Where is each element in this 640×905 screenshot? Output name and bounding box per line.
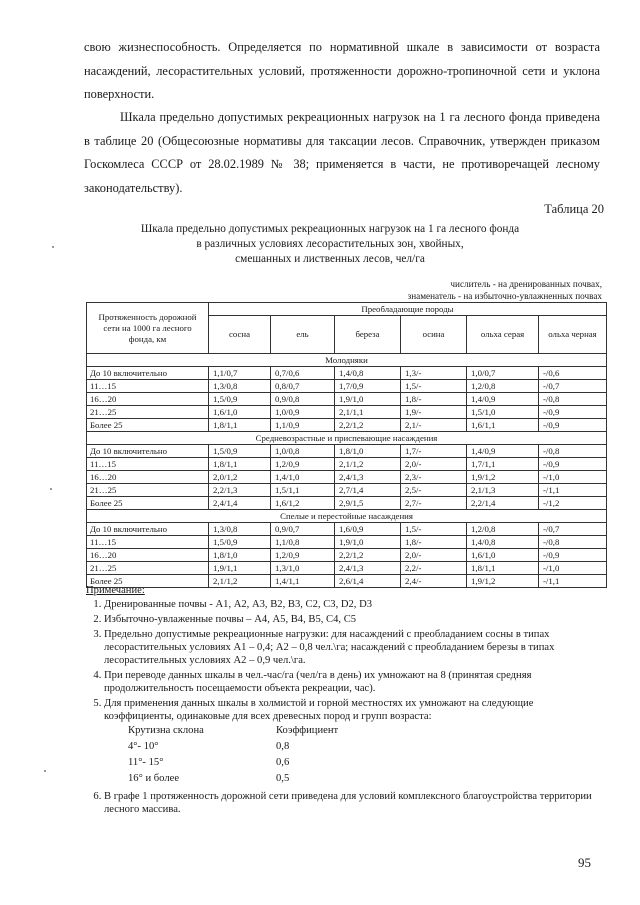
row-label: Более 25	[87, 575, 209, 588]
table-row	[87, 445, 607, 458]
load-value-cell: 2,7/-	[401, 497, 467, 510]
row-label: 16…20	[87, 393, 209, 406]
load-value-cell: 2,1/1,1	[335, 406, 401, 419]
load-value-cell: 1,0/0,9	[271, 406, 335, 419]
load-value-cell: 2,1/1,2	[335, 458, 401, 471]
load-value-cell: 1,2/0,9	[271, 458, 335, 471]
load-value-cell: 1,1/0,8	[271, 536, 335, 549]
table-row	[87, 549, 607, 562]
load-value-cell: 1,4/0,9	[467, 445, 539, 458]
load-value-cell: -/1,2	[539, 497, 607, 510]
load-value-cell: 1,9/1,0	[335, 536, 401, 549]
table-title-line-2: в различных условиях лесорастительных зон, хвойных,	[196, 238, 464, 250]
load-value-cell: 2,2/1,4	[467, 497, 539, 510]
load-value-cell: 1,8/1,1	[467, 562, 539, 575]
coef-slope: 4°- 10°	[128, 741, 159, 752]
load-value-cell: 2,1/1,2	[209, 575, 271, 588]
load-value-cell: 1,6/1,1	[467, 419, 539, 432]
load-value-cell: 1,5/-	[401, 523, 467, 536]
section-title: Средневозрастные и приспевающие насаждения	[87, 432, 607, 445]
load-value-cell: 1,5/1,1	[271, 484, 335, 497]
table-row	[87, 497, 607, 510]
table-title-line-1: Шкала предельно допустимых рекреационных нагрузок на 1 га лесного фонда	[140, 223, 520, 235]
notes-title: Примечание:	[86, 585, 145, 596]
load-value-cell: 2,5/-	[401, 484, 467, 497]
page-number: 95	[578, 855, 591, 870]
load-value-cell: 1,0/0,7	[467, 367, 539, 380]
load-value-cell: 2,0/-	[401, 549, 467, 562]
note-item: 3. Предельно допустимые рекреационные нагрузки: для насаждений с преобладанием сосны в типах лесорастительных условиях А1 – 0,4; А2 – 0,8 чел.\га; насаждений с преобладанием березы в типах лесорастительных условиях А2 – 0,9 чел.\га.	[104, 628, 600, 667]
row-label: 11…15	[87, 380, 209, 393]
load-value-cell: 1,8/-	[401, 393, 467, 406]
table-row	[87, 419, 607, 432]
load-value-cell: 2,1/-	[401, 419, 467, 432]
row-label: До 10 включительно	[87, 523, 209, 536]
load-value-cell: -/0,8	[539, 393, 607, 406]
load-value-cell: 2,0/-	[401, 458, 467, 471]
load-value-cell: 2,4/1,3	[335, 471, 401, 484]
table-label: Таблица 20	[544, 202, 604, 216]
load-value-cell: 1,6/1,0	[467, 549, 539, 562]
section-row	[87, 354, 607, 367]
load-value-cell: -/0,8	[539, 445, 607, 458]
load-value-cell: 0,8/0,7	[271, 380, 335, 393]
coef-value: 0,5	[276, 773, 290, 784]
table-row	[87, 484, 607, 497]
table-row	[87, 406, 607, 419]
header-species-group: Преобладающие породы	[209, 303, 607, 316]
load-value-cell: 1,7/1,1	[467, 458, 539, 471]
load-value-cell: 1,2/0,8	[467, 523, 539, 536]
load-value-cell: 0,7/0,6	[271, 367, 335, 380]
load-value-cell: 1,4/0,9	[467, 393, 539, 406]
coef-value: 0,6	[276, 757, 290, 768]
header-species: осина	[401, 316, 467, 354]
table-title-line-3: смешанных и лиственных лесов, чел/га	[235, 253, 425, 265]
row-label: До 10 включительно	[87, 367, 209, 380]
coef-row	[128, 756, 338, 772]
load-value-cell: 1,2/0,9	[271, 549, 335, 562]
recreational-load-table	[86, 302, 607, 588]
row-label: 21…25	[87, 484, 209, 497]
load-value-cell: -/1,0	[539, 471, 607, 484]
table-row	[87, 471, 607, 484]
load-value-cell: 2,4/1,4	[209, 497, 271, 510]
table-header-row-1	[87, 303, 607, 316]
load-value-cell: 2,4/1,3	[335, 562, 401, 575]
load-value-cell: -/0,9	[539, 419, 607, 432]
load-value-cell: -/0,7	[539, 523, 607, 536]
section-row	[87, 432, 607, 445]
coef-header-coefficient: Коэффициент	[276, 725, 339, 736]
load-value-cell: 2,9/1,5	[335, 497, 401, 510]
load-value-cell: 1,8/1,0	[335, 445, 401, 458]
load-value-cell: -/1,1	[539, 484, 607, 497]
row-label: 21…25	[87, 562, 209, 575]
load-value-cell: 2,4/-	[401, 575, 467, 588]
load-value-cell: 2,2/1,2	[335, 549, 401, 562]
scan-speck	[52, 246, 54, 248]
load-value-cell: 2,2/1,3	[209, 484, 271, 497]
load-value-cell: 1,3/0,8	[209, 523, 271, 536]
load-value-cell: 1,5/0,9	[209, 536, 271, 549]
coef-header-row	[128, 724, 338, 740]
table-row	[87, 367, 607, 380]
load-value-cell: 1,8/1,1	[209, 419, 271, 432]
row-label: 11…15	[87, 536, 209, 549]
load-value-cell: -/0,9	[539, 406, 607, 419]
header-species: ель	[271, 316, 335, 354]
header-species: береза	[335, 316, 401, 354]
note-item: 1. Дренированные почвы - А1, А2, А3, В2, В3, С2, С3, D2, D3	[104, 598, 600, 611]
coef-row	[128, 740, 338, 756]
load-value-cell: 1,5/1,0	[467, 406, 539, 419]
load-value-cell: 1,3/1,0	[271, 562, 335, 575]
load-value-cell: 1,8/-	[401, 536, 467, 549]
header-species: ольха серая	[467, 316, 539, 354]
scan-speck	[50, 488, 52, 490]
header-species: сосна	[209, 316, 271, 354]
load-value-cell: 1,6/1,2	[271, 497, 335, 510]
note-item: 2. Избыточно-увлаженные почвы – А4, А5, В4, В5, С4, С5	[104, 613, 600, 626]
load-value-cell: 1,8/1,0	[209, 549, 271, 562]
load-value-cell: 1,0/0,8	[271, 445, 335, 458]
load-value-cell: 1,5/0,9	[209, 393, 271, 406]
load-value-cell: 2,1/1,3	[467, 484, 539, 497]
load-value-cell: -/1,1	[539, 575, 607, 588]
load-value-cell: 1,4/0,8	[467, 536, 539, 549]
table-row	[87, 523, 607, 536]
load-value-cell: 1,1/0,7	[209, 367, 271, 380]
load-value-cell: -/0,9	[539, 549, 607, 562]
notes-block	[86, 584, 600, 818]
load-value-cell: -/0,7	[539, 380, 607, 393]
load-value-cell: 1,9/1,2	[467, 575, 539, 588]
section-title: Молодняки	[87, 354, 607, 367]
row-label: 16…20	[87, 471, 209, 484]
load-value-cell: 0,9/0,7	[271, 523, 335, 536]
section-title: Спелые и перестойные насаждения	[87, 510, 607, 523]
load-value-cell: 1,2/0,8	[467, 380, 539, 393]
load-value-cell: 1,9/-	[401, 406, 467, 419]
coef-slope: 11°- 15°	[128, 757, 164, 768]
load-value-cell: 1,9/1,2	[467, 471, 539, 484]
load-value-cell: 1,6/1,0	[209, 406, 271, 419]
load-value-cell: 1,7/-	[401, 445, 467, 458]
load-value-cell: 2,0/1,2	[209, 471, 271, 484]
load-value-cell: 0,9/0,8	[271, 393, 335, 406]
load-value-cell: 1,3/0,8	[209, 380, 271, 393]
table-row	[87, 393, 607, 406]
note-item: 6. В графе 1 протяженность дорожной сети приведена для условий комплексного благоустройства территории лесного массива.	[104, 790, 600, 816]
row-label: 11…15	[87, 458, 209, 471]
header-road-network: Протяженность дорожной сети на 1000 га лесного фонда, км	[87, 303, 209, 354]
row-label: До 10 включительно	[87, 445, 209, 458]
load-value-cell: 1,1/0,9	[271, 419, 335, 432]
load-value-cell: 2,2/-	[401, 562, 467, 575]
load-value-cell: 1,4/1,0	[271, 471, 335, 484]
load-value-cell: 2,6/1,4	[335, 575, 401, 588]
coef-row	[128, 772, 338, 788]
load-value-cell: 1,5/-	[401, 380, 467, 393]
table-row	[87, 562, 607, 575]
note-item-text: Для применения данных шкалы в холмистой и горной местностях их умножают на следующие коэффициенты, одинаковые для всех древесных пород и групп возраста:	[104, 698, 534, 722]
load-value-cell: -/0,6	[539, 367, 607, 380]
load-value-cell: 1,6/0,9	[335, 523, 401, 536]
load-value-cell: -/1,0	[539, 562, 607, 575]
table-row	[87, 380, 607, 393]
row-label: Более 25	[87, 497, 209, 510]
notes-list	[86, 598, 600, 816]
load-value-cell: 2,2/1,2	[335, 419, 401, 432]
slope-coefficient-table	[128, 724, 338, 788]
load-value-cell: 1,5/0,9	[209, 445, 271, 458]
load-value-cell: 1,4/0,8	[335, 367, 401, 380]
load-value-cell: -/0,8	[539, 536, 607, 549]
paragraph-intro: свою жизнеспособность. Определяется по нормативной шкале в зависимости от возраста насаждений, лесорастительных условий, протяженности дорожно-тропиночной сети и уклона поверхности.	[84, 40, 600, 101]
header-species: ольха черная	[539, 316, 607, 354]
load-value-cell: 1,9/1,0	[335, 393, 401, 406]
table-title	[120, 222, 540, 267]
table-row	[87, 536, 607, 549]
row-label: 21…25	[87, 406, 209, 419]
section-row	[87, 510, 607, 523]
note-item	[104, 697, 600, 788]
load-value-cell: 1,8/1,1	[209, 458, 271, 471]
coef-slope: 16° и более	[128, 773, 180, 784]
load-value-cell: -/0,9	[539, 458, 607, 471]
load-value-cell: 2,3/-	[401, 471, 467, 484]
row-label: Более 25	[87, 419, 209, 432]
table-body	[87, 354, 607, 588]
load-value-cell: 1,7/0,9	[335, 380, 401, 393]
table-note-denominator: знаменатель - на избыточно-увлажненных почвах	[407, 291, 602, 301]
note-item: 4. При переводе данных шкалы в чел.-час/га (чел/га в день) их умножают на 8 (принятая средняя продолжительность посещаемости объекта рекреации, час).	[104, 669, 600, 695]
load-value-cell: 1,4/1,1	[271, 575, 335, 588]
load-value-cell: 1,9/1,1	[209, 562, 271, 575]
load-value-cell: 1,3/-	[401, 367, 467, 380]
paragraph-scale: Шкала предельно допустимых рекреационных нагрузок на 1 га лесного фонда приведена в таблице 20 (Общесоюзные нормативы для таксации лесов. Справочник, утвержден приказом Госкомлеса СССР от 28.02.1989 № 38; применяется в части, не противоречащей лесному законодательству).	[84, 110, 600, 195]
load-value-cell: 2,7/1,4	[335, 484, 401, 497]
table-note-numerator: числитель - на дренированных почвах,	[450, 279, 602, 289]
row-label: 16…20	[87, 549, 209, 562]
table-row	[87, 458, 607, 471]
coef-header-slope: Крутизна склона	[128, 725, 204, 736]
coef-value: 0,8	[276, 741, 290, 752]
scan-speck	[44, 770, 46, 772]
